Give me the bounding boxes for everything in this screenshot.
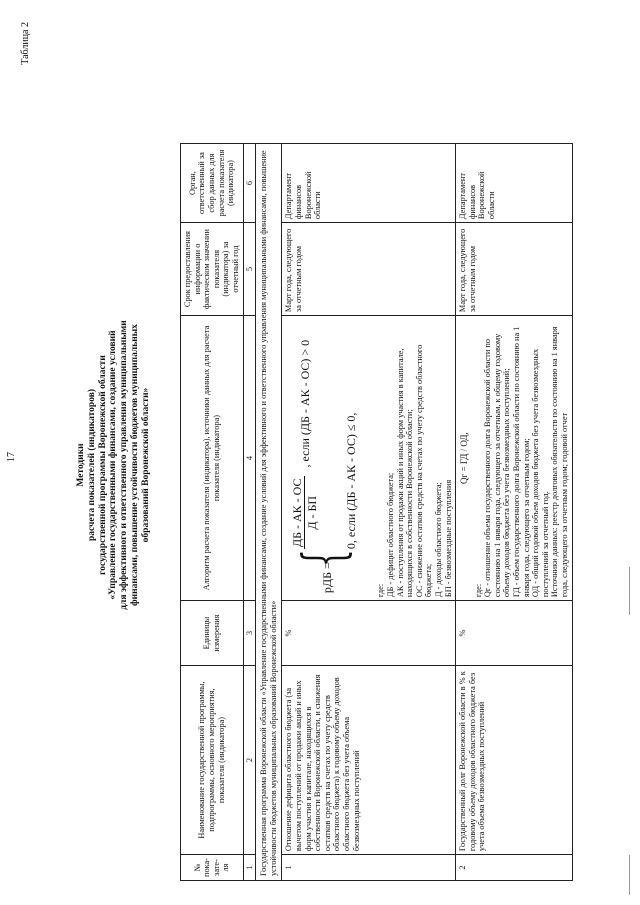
- formula-line2: [344, 413, 358, 550]
- deadline: Март года, следующего за отчетным годом: [456, 223, 573, 316]
- col-number: 6: [243, 144, 256, 223]
- formula: [288, 319, 370, 597]
- formula-denominator: Д - БП: [305, 495, 320, 530]
- table-row: [456, 144, 573, 881]
- program-row: [256, 144, 282, 881]
- unit: %: [282, 601, 456, 666]
- title-line: образований Воронежской области»: [140, 387, 151, 543]
- header-row: [181, 144, 244, 881]
- legend-line: БП - безвозмездные поступления: [443, 479, 453, 598]
- title-line: расчета показателей (индикаторов): [86, 388, 97, 542]
- col-number: 5: [243, 223, 256, 316]
- legend-line: Источники данных: реестр долговых обязательств по состоянию на 1 января года, следующего за отчетным годом; годовой отчет: [550, 326, 570, 598]
- unit: %: [456, 601, 573, 666]
- header-name: Наименование государственной программы, подпрограммы, основного мероприятия, показателя (индикатора): [181, 666, 244, 855]
- brace-glyph: {: [292, 549, 358, 568]
- table-row: [282, 144, 456, 881]
- header-deadline: Срок предоставления информации о фактическом значении показателя (индикатора) за отчетный год: [181, 223, 244, 316]
- legend-line: ОС - снижение остатков средств на счетах по учету средств областного бюджета;: [414, 344, 434, 598]
- responsible-organ: Департамент финансов Воронежской области: [456, 144, 573, 223]
- header-unit: Единицы измерения: [181, 601, 244, 666]
- column-number-row: [243, 144, 256, 881]
- col-number: 2: [243, 666, 256, 855]
- formula-numerator: ДБ - АК - ОС: [290, 478, 305, 548]
- title-line: «Управление государственными финансами, создание условий: [108, 330, 119, 600]
- legend-line: ГД - объем государственного долга Воронежской области по состоянию на 1 января года, следующего за отчетным годом;: [512, 326, 531, 598]
- row-num: 1: [282, 855, 456, 881]
- legend-line: ДБ - дефицит областного бюджета;: [385, 472, 395, 598]
- formula: Qг = ГД / ОД,: [459, 432, 470, 484]
- algorithm-cell: [282, 316, 456, 601]
- indicator-name: Государственный долг Воронежской области в % к годовому объему доходов областного бюджета без учета объема безвозмездных поступлений: [456, 666, 573, 855]
- document-title: [76, 215, 152, 715]
- formula-comma: ,: [344, 412, 359, 416]
- page-number: 17: [6, 452, 17, 462]
- footer-rule: [629, 855, 630, 895]
- row-num: 2: [456, 855, 573, 881]
- col-number: 3: [243, 601, 256, 666]
- legend-line: ОД - общий годовой объем доходов бюджета без учета безвозмездных поступлений за отчетный год.: [531, 348, 550, 598]
- deadline: Март года, следующего за отчетным годом: [282, 223, 456, 316]
- table-number: Таблица 2: [20, 22, 31, 65]
- formula-fraction: [290, 477, 319, 550]
- algorithm-cell: [456, 316, 573, 601]
- legend-line: Qг - отношение объема государственного долга Воронежской области по состоянию на 1 января года, следующего за отчетным, к общему годовому объему доходов бюджета без учета безвозмездных поступлений;: [483, 333, 512, 598]
- legend-line: АК - поступления от продажи акций и иных форм участия в капитале, находящихся в собственности Воронежской области;: [395, 348, 415, 598]
- header-algorithm: Алгоритм расчета показателя (индикатора), источники данных для расчета показателя (индикатора): [181, 316, 244, 601]
- title-line: для эффективного и ответственного управления муниципальными: [119, 320, 130, 610]
- col-number: 4: [243, 316, 256, 601]
- title-line: финансами, повышение устойчивости бюджетов муниципальных: [129, 324, 140, 606]
- program-title: Государственная программа Воронежской области «Управление государственными финансами, создание условий для эффективного и ответственного управления муниципальными финансами, повышение устойчивости бюджетов муниципальных образований Воронежской области»: [256, 144, 282, 881]
- formula-condition1: , если (ДБ - АК - ОС) > 0: [297, 339, 312, 468]
- formula-condition2: 0, если (ДБ - АК - ОС) ≤ 0: [344, 415, 359, 550]
- indicator-name: Отношение дефицита областного бюджета (за вычетом поступлений от продажи акций и иных форм участия в капитале, находящихся в собственности Воронежской области, и снижения остатков средств на счетах по учету средств областного бюджета) к годовому объему доходов областного бюджета без учета объема безвозмездных поступлений: [282, 666, 456, 855]
- header-num: № пока-зате-ля: [181, 855, 244, 881]
- footer-rule: [629, 567, 630, 615]
- methodology-table: [180, 143, 573, 881]
- responsible-organ: Департамент финансов Воронежской области: [282, 144, 456, 223]
- formula-line1: [290, 340, 319, 549]
- title-line: Методики: [76, 443, 86, 487]
- header-organ: Орган, ответственный за сбор данных для расчета показателя (индикатора): [181, 144, 244, 223]
- legend-line: где:: [473, 583, 483, 598]
- legend-line: где:: [376, 583, 386, 598]
- col-number: 1: [243, 855, 256, 881]
- legend-line: Д - доходы областного бюджета;: [433, 482, 443, 598]
- title-line: государственной программы Воронежской области: [97, 355, 108, 575]
- formula-lhs: рДБ =: [320, 562, 335, 594]
